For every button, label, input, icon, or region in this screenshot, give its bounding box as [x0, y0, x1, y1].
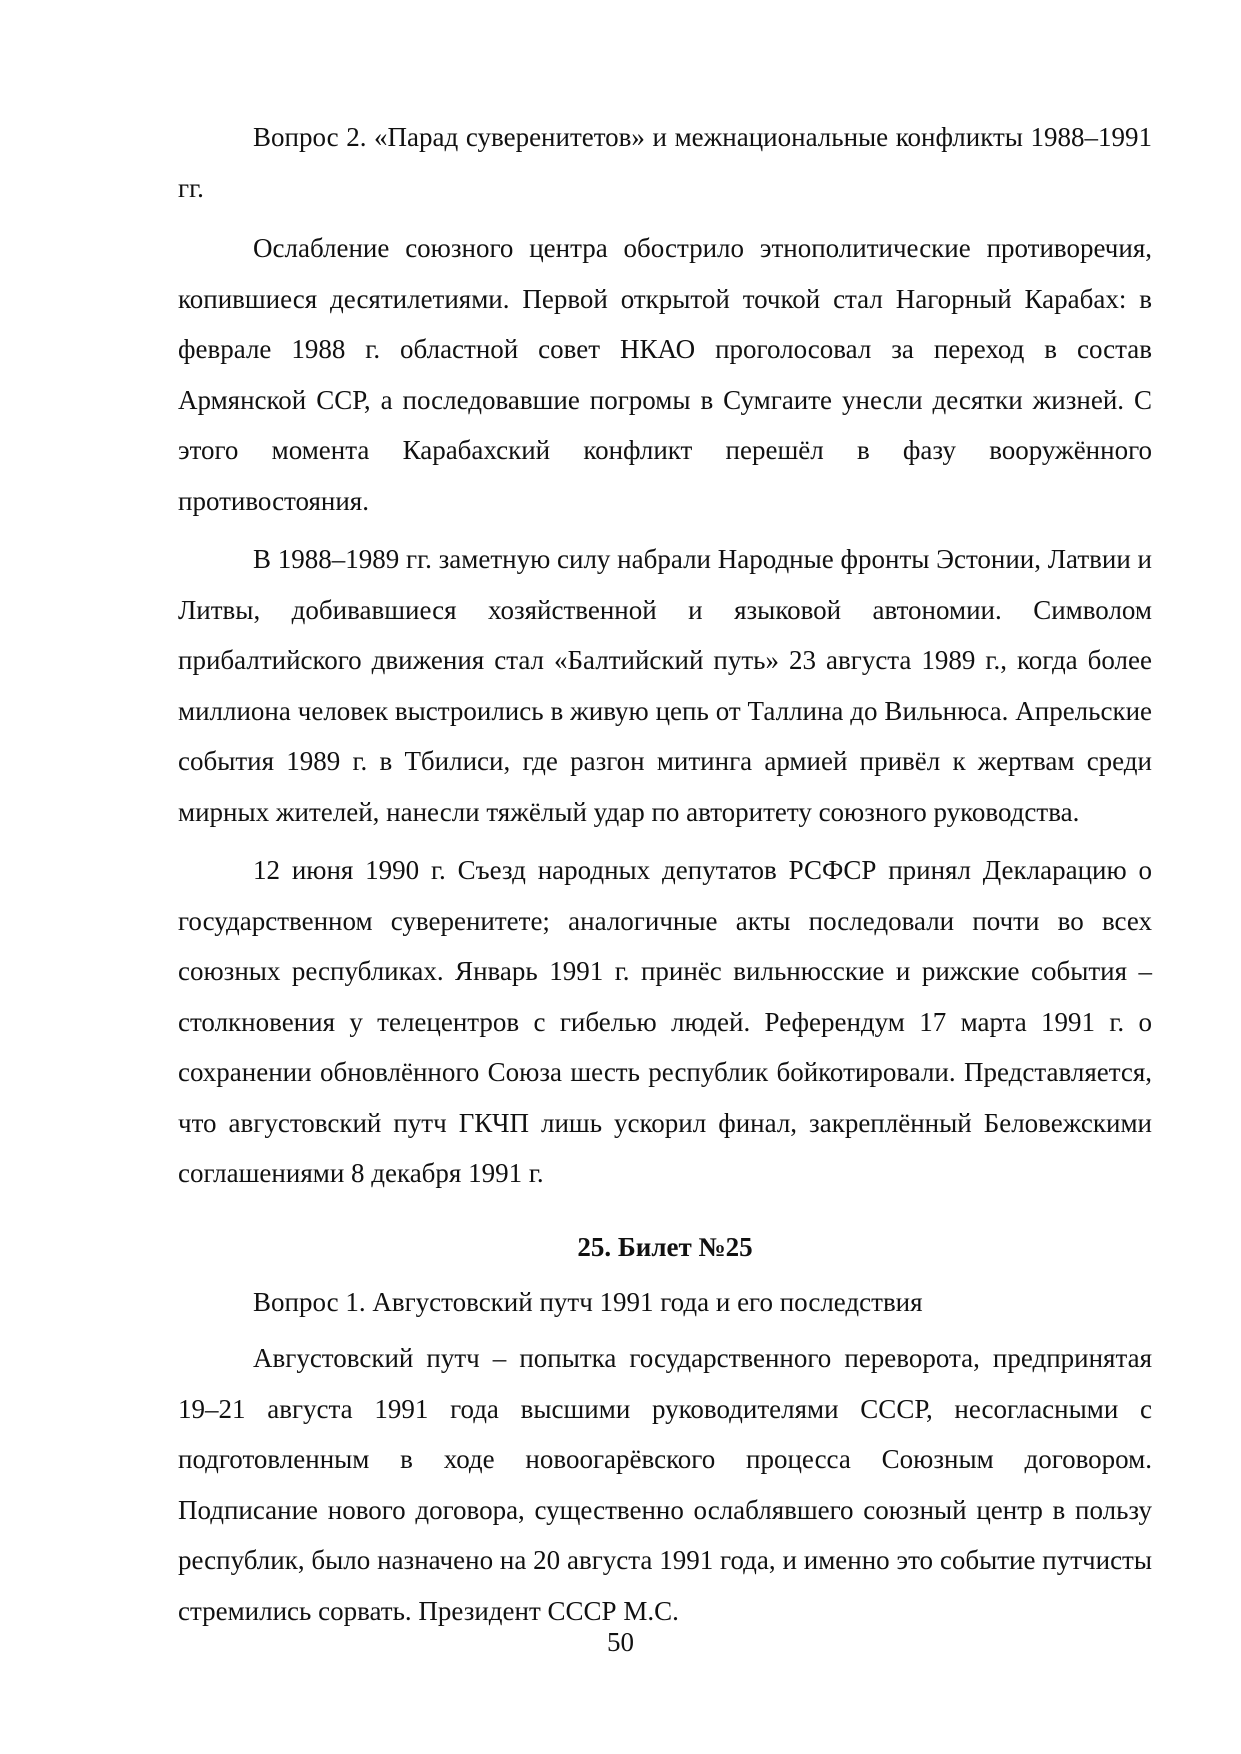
paragraph-sovereignty: 12 июня 1990 г. Съезд народных депутатов РСФСР принял Декларацию о государственном суверенитете; аналогичные акты последовали почти во всех союзных республиках. Январь 1991 г. принёс вильнюсские и рижские события – столкновения у телецентров с гибелью людей. Референдум 17 марта 1991 г. о сохранении обновлённого Союза шесть республик бойкотировали. Представляется, что августовский путч ГКЧП лишь ускорил финал, закреплённый Беловежскими соглашениями 8 декабря 1991 г. [178, 855, 1152, 1188]
page-body [178, 112, 1152, 1636]
paragraph-baltic: В 1988–1989 гг. заметную силу набрали Народные фронты Эстонии, Латвии и Литвы, добивавшиеся хозяйственной и языковой автономии. Символом прибалтийского движения стал «Балтийский путь» 23 августа 1989 г., когда более миллиона человек выстроились в живую цепь от Таллина до Вильнюса. Апрельские события 1989 г. в Тбилиси, где разгон митинга армией привёл к жертвам среди мирных жителей, нанесли тяжёлый удар по авторитету союзного руководства. [178, 544, 1152, 827]
question-1-title: Вопрос 1. Августовский путч 1991 года и его последствия [253, 1286, 923, 1317]
paragraph-karabakh: Ослабление союзного центра обострило этнополитические противоречия, копившиеся десятилетиями. Первой открытой точкой стал Нагорный Карабах: в феврале 1988 г. областной совет НКАО проголосовал за переход в состав Армянской ССР, а последовавшие погромы в Сумгаите унесли десятки жизней. С этого момента Карабахский конфликт перешёл в фазу вооружённого противостояния. [178, 233, 1152, 516]
ticket-heading: 25. Билет №25 [577, 1231, 753, 1262]
question-2-title: Вопрос 2. «Парад суверенитетов» и межнациональные конфликты 1988–1991 гг. [178, 122, 1152, 203]
paragraph-putsch: Августовский путч – попытка государственного переворота, предпринятая 19–21 августа 1991 года высшими руководителями СССР, несогласными с подготовленным в ходе новоогарёвского процесса Союзным договором. Подписание нового договора, существенно ослаблявшего союзный центр в пользу республик, было назначено на 20 августа 1991 года, и именно это событие путчисты стремились сорвать. Президент СССР М.С. [178, 1343, 1152, 1626]
page-number: 50 [607, 1627, 634, 1657]
